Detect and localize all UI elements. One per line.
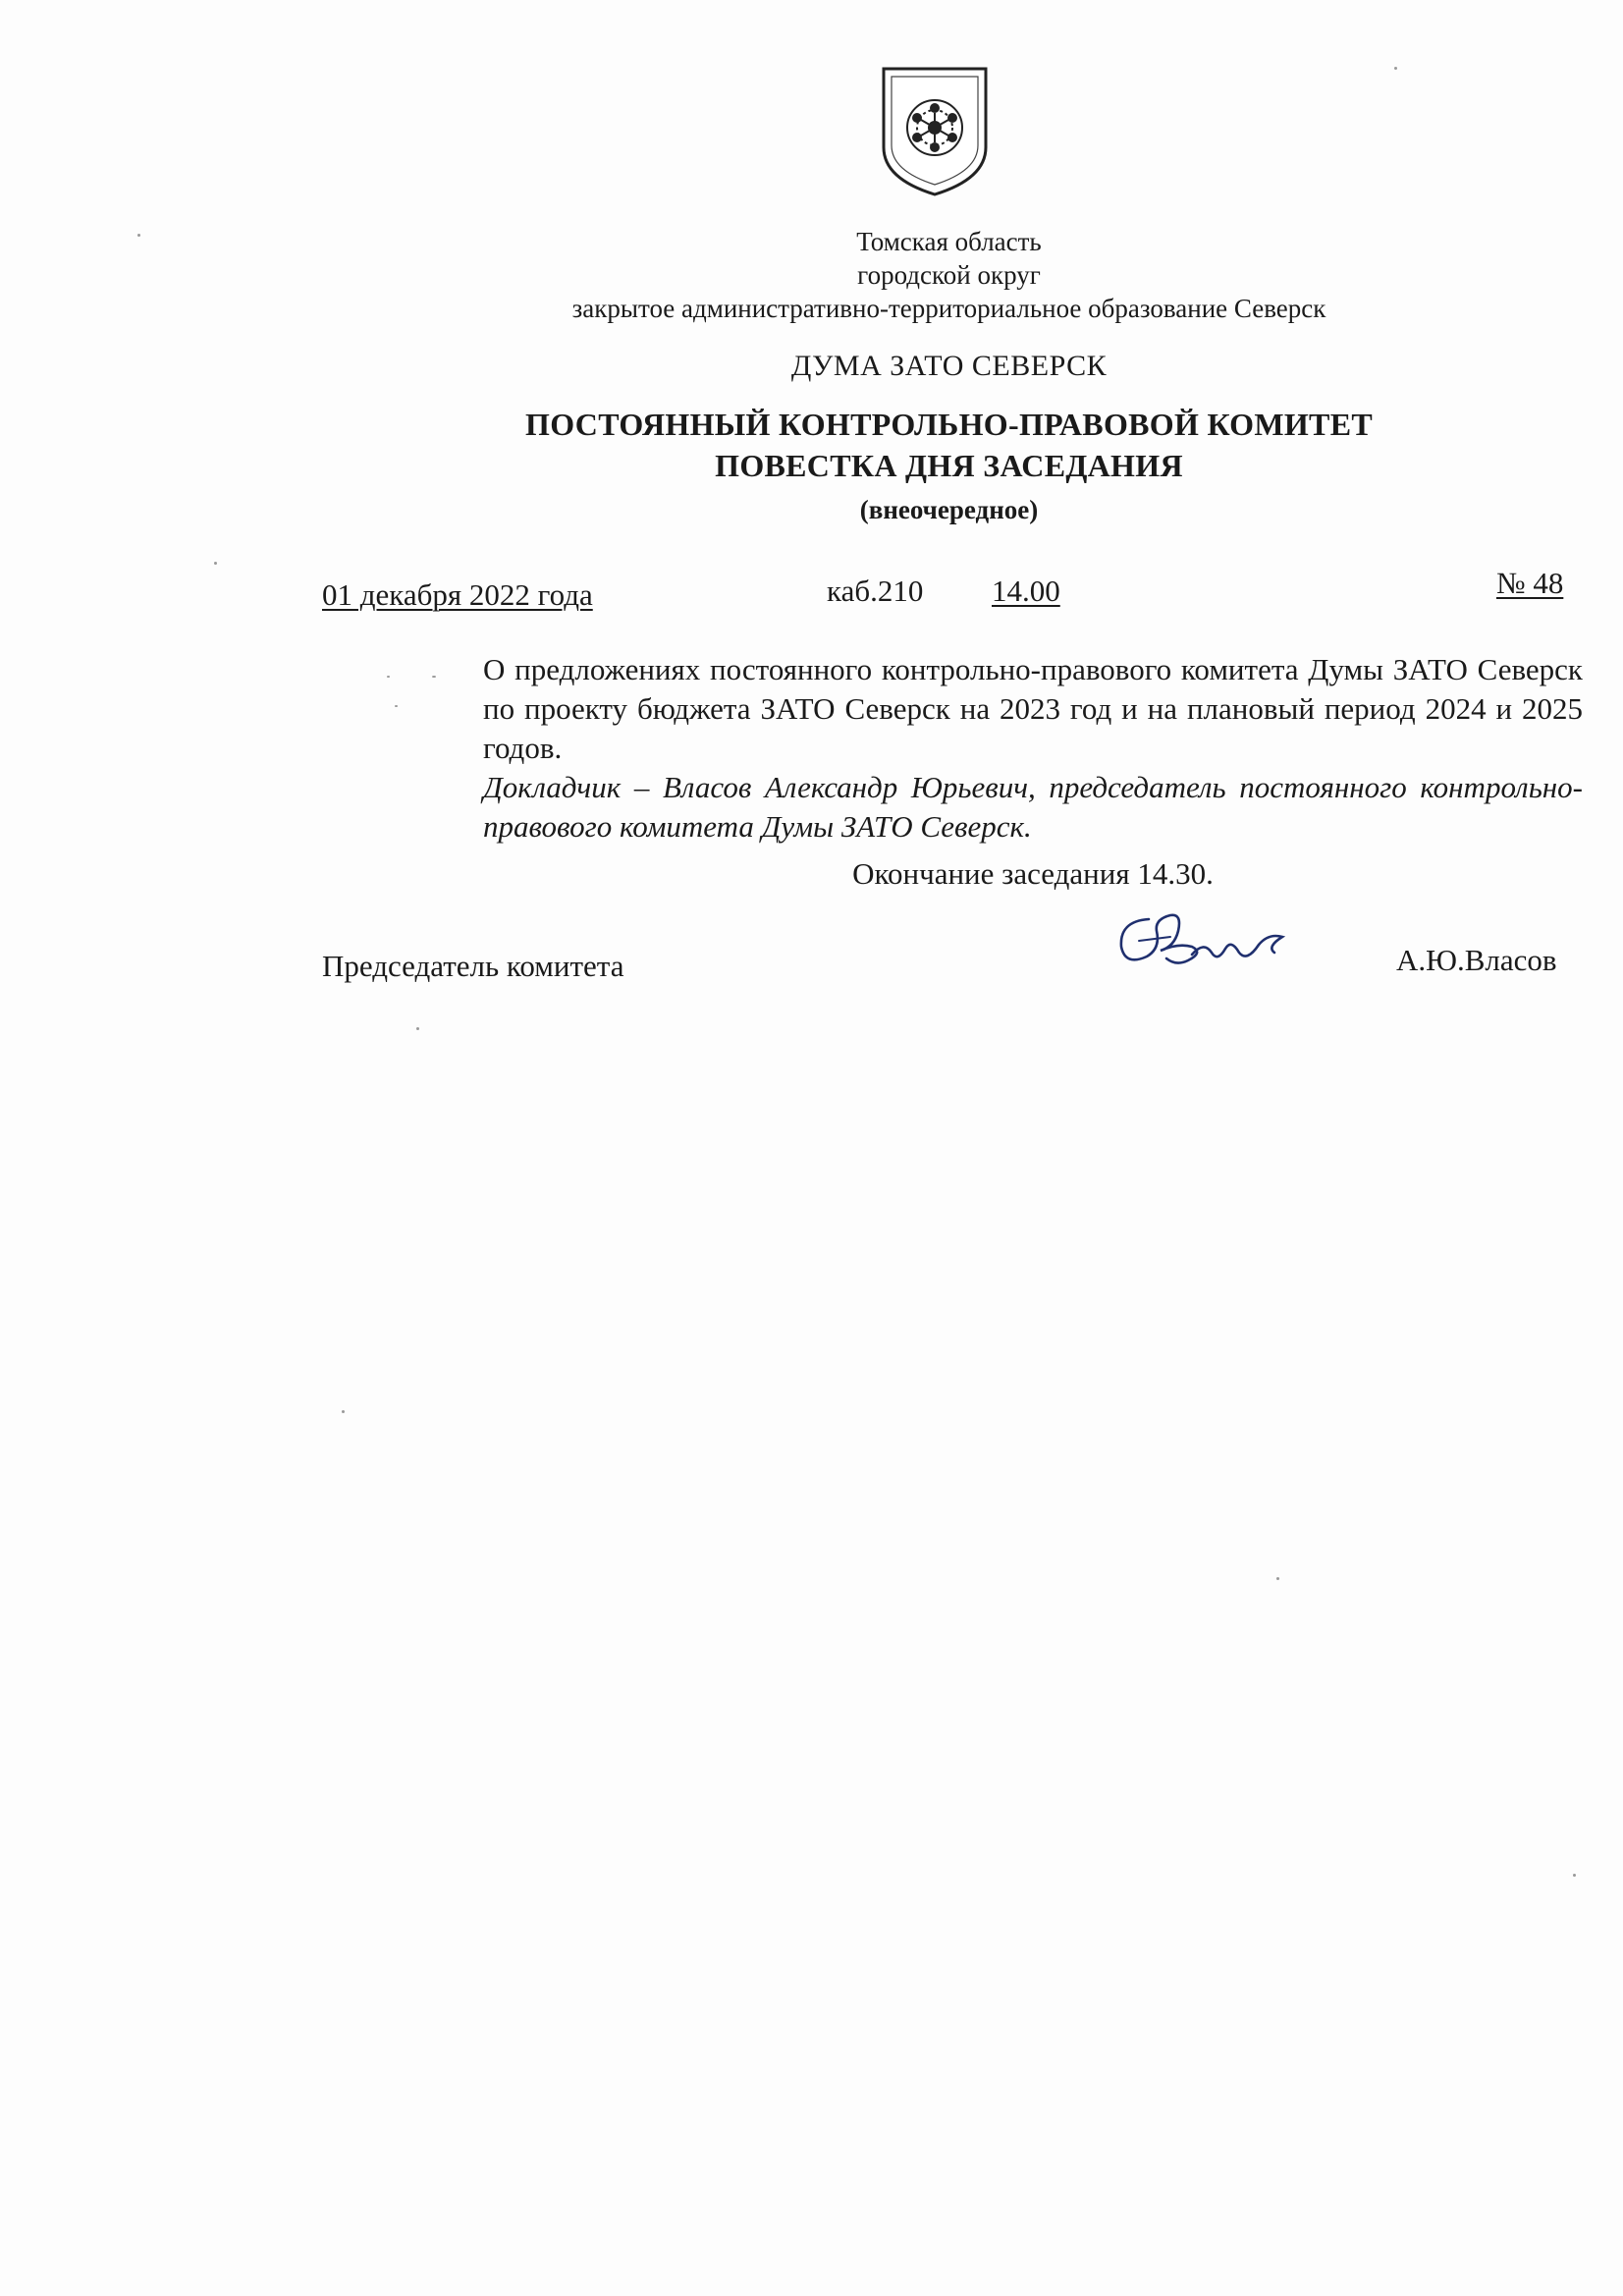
- signatory-name: А.Ю.Власов: [1396, 943, 1557, 977]
- agenda-item-text: О предложениях постоянного контрольно-правового комитета Думы ЗАТО Северск по проекту бюджета ЗАТО Северск на 2023 год и на плановый период 2024 и 2025 годов.: [483, 652, 1583, 765]
- header-zato: закрытое административно-территориальное образование Северск: [571, 294, 1326, 323]
- scan-speck: [137, 234, 140, 237]
- signatory-position: Председатель комитета: [322, 949, 624, 983]
- scan-speck: [214, 562, 217, 565]
- meeting-date: 01 декабря 2022 года: [322, 577, 593, 612]
- agenda-item-speaker: Докладчик – Власов Александр Юрьевич, председатель постоянного контрольно-правового комитета Думы ЗАТО Северск.: [483, 770, 1583, 844]
- agenda-title: ПОВЕСТКА ДНЯ ЗАСЕДАНИЯ: [715, 448, 1183, 483]
- meeting-room: каб.210: [827, 574, 924, 608]
- scan-speck: [387, 676, 390, 678]
- coat-of-arms-icon: [878, 65, 992, 198]
- scan-speck: [395, 705, 398, 707]
- agenda-item: [483, 650, 1583, 847]
- meeting-number: № 48: [1496, 566, 1564, 600]
- scan-speck: [416, 1027, 419, 1030]
- scan-speck: [1573, 1874, 1576, 1877]
- header-duma: ДУМА ЗАТО СЕВЕРСК: [790, 350, 1108, 382]
- header-region: Томская область: [856, 227, 1042, 256]
- header-district: городской округ: [857, 260, 1041, 290]
- meeting-end-time: Окончание заседания 14.30.: [852, 856, 1214, 891]
- committee-title: ПОСТОЯННЫЙ КОНТРОЛЬНО-ПРАВОВОЙ КОМИТЕТ: [525, 407, 1373, 442]
- handwritten-signature-icon: [1109, 902, 1306, 978]
- agenda-type: (внеочередное): [859, 495, 1039, 524]
- scan-speck: [1394, 67, 1397, 70]
- scan-speck: [1276, 1577, 1279, 1580]
- scan-speck: [432, 676, 436, 678]
- meeting-time: 14.00: [992, 574, 1060, 608]
- scan-speck: [342, 1410, 345, 1413]
